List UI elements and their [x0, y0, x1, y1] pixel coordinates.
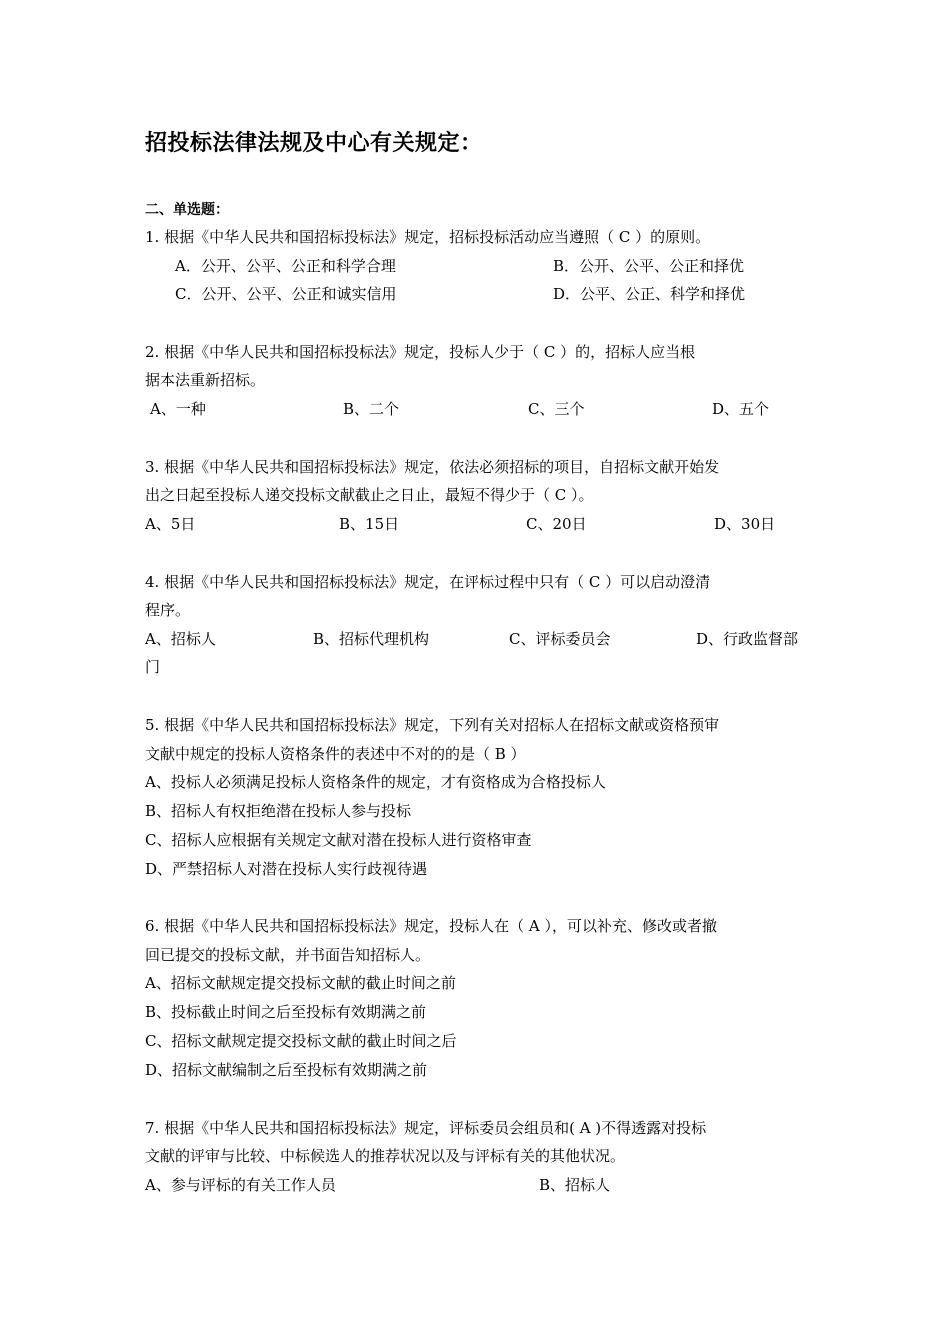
question-5-option-d: D、严禁招标人对潜在投标人实行歧视待遇: [145, 860, 428, 878]
question-3-option-a: A、5日: [145, 515, 196, 533]
question-5-option-b: B、招标人有权拒绝潜在投标人参与投标: [145, 802, 412, 820]
question-6-line-2: 回已提交的投标文献，并书面告知招标人。: [145, 946, 431, 964]
question-3-option-c: C、20日: [526, 515, 587, 533]
question-5-line-2: 文献中规定的投标人资格条件的表述中不对的的是（ B ）: [145, 745, 526, 763]
question-1-text: 1. 根据《中华人民共和国招标投标法》规定，招标投标活动应当遵照（ C ）的原则。: [145, 228, 711, 246]
question-2-option-c: C、三个: [528, 400, 585, 418]
question-1-option-b: B．公开、公平、公正和择优: [553, 257, 745, 275]
question-6-option-c: C、招标文献规定提交投标文献的截止时间之后: [145, 1032, 457, 1050]
question-2-option-a: A、一种: [150, 400, 206, 418]
question-4-option-c: C、评标委员会: [509, 630, 611, 648]
question-4-option-b: B、招标代理机构: [313, 630, 430, 648]
question-3-option-d: D、30日: [714, 515, 776, 533]
question-4-option-d-continued: 门: [145, 658, 161, 676]
question-2-option-d: D、五个: [712, 400, 770, 418]
question-6-option-a: A、招标文献规定提交投标文献的截止时间之前: [145, 974, 456, 992]
question-1-option-d: D．公平、公正、科学和择优: [553, 285, 746, 303]
question-6-option-b: B、投标截止时间之后至投标有效期满之前: [145, 1003, 427, 1021]
question-2-option-b: B、二个: [343, 400, 400, 418]
question-1-option-a: A．公开、公平、公正和科学合理: [175, 257, 396, 275]
question-4-option-d: D、行政监督部: [696, 630, 799, 648]
page-title: 招投标法律法规及中心有关规定：: [145, 131, 483, 156]
question-4-line-2: 程序。: [145, 601, 191, 619]
question-7-option-b: B、招标人: [539, 1176, 611, 1194]
question-5-option-a: A、投标人必须满足投标人资格条件的规定，才有资格成为合格投标人: [145, 773, 606, 791]
question-4-option-a: A、招标人: [145, 630, 216, 648]
question-1-option-c: C．公开、公平、公正和诚实信用: [175, 285, 397, 303]
question-3-line-1: 3. 根据《中华人民共和国招标投标法》规定，依法必须招标的项目，自招标文献开始发: [145, 458, 720, 476]
question-3-line-2: 出之日起至投标人递交投标文献截止之日止，最短不得少于（ C ）。: [145, 486, 594, 504]
question-2-line-1: 2. 根据《中华人民共和国招标投标法》规定，投标人少于（ C ）的，招标人应当根: [145, 343, 696, 361]
question-7-option-a: A、参与评标的有关工作人员: [145, 1176, 336, 1194]
question-2-line-2: 据本法重新招标。: [145, 371, 266, 389]
question-6-line-1: 6. 根据《中华人民共和国招标投标法》规定，投标人在（ A ），可以补充、修改或者撤: [145, 917, 717, 935]
question-3-option-b: B、15日: [339, 515, 400, 533]
section-heading: 二、单选题：: [145, 202, 229, 218]
question-5-line-1: 5. 根据《中华人民共和国招标投标法》规定，下列有关对招标人在招标文献或资格预审: [145, 716, 720, 734]
question-4-line-1: 4. 根据《中华人民共和国招标投标法》规定，在评标过程中只有（ C ）可以启动澄清: [145, 573, 711, 591]
question-5-option-c: C、招标人应根据有关规定文献对潜在投标人进行资格审查: [145, 831, 532, 849]
question-7-line-1: 7. 根据《中华人民共和国招标投标法》规定，评标委员会组员和( A )不得透露对投标: [145, 1119, 707, 1137]
question-7-line-2: 文献的评审与比较、中标候选人的推荐状况以及与评标有关的其他状况。: [145, 1147, 626, 1165]
question-6-option-d: D、招标文献编制之后至投标有效期满之前: [145, 1061, 428, 1079]
